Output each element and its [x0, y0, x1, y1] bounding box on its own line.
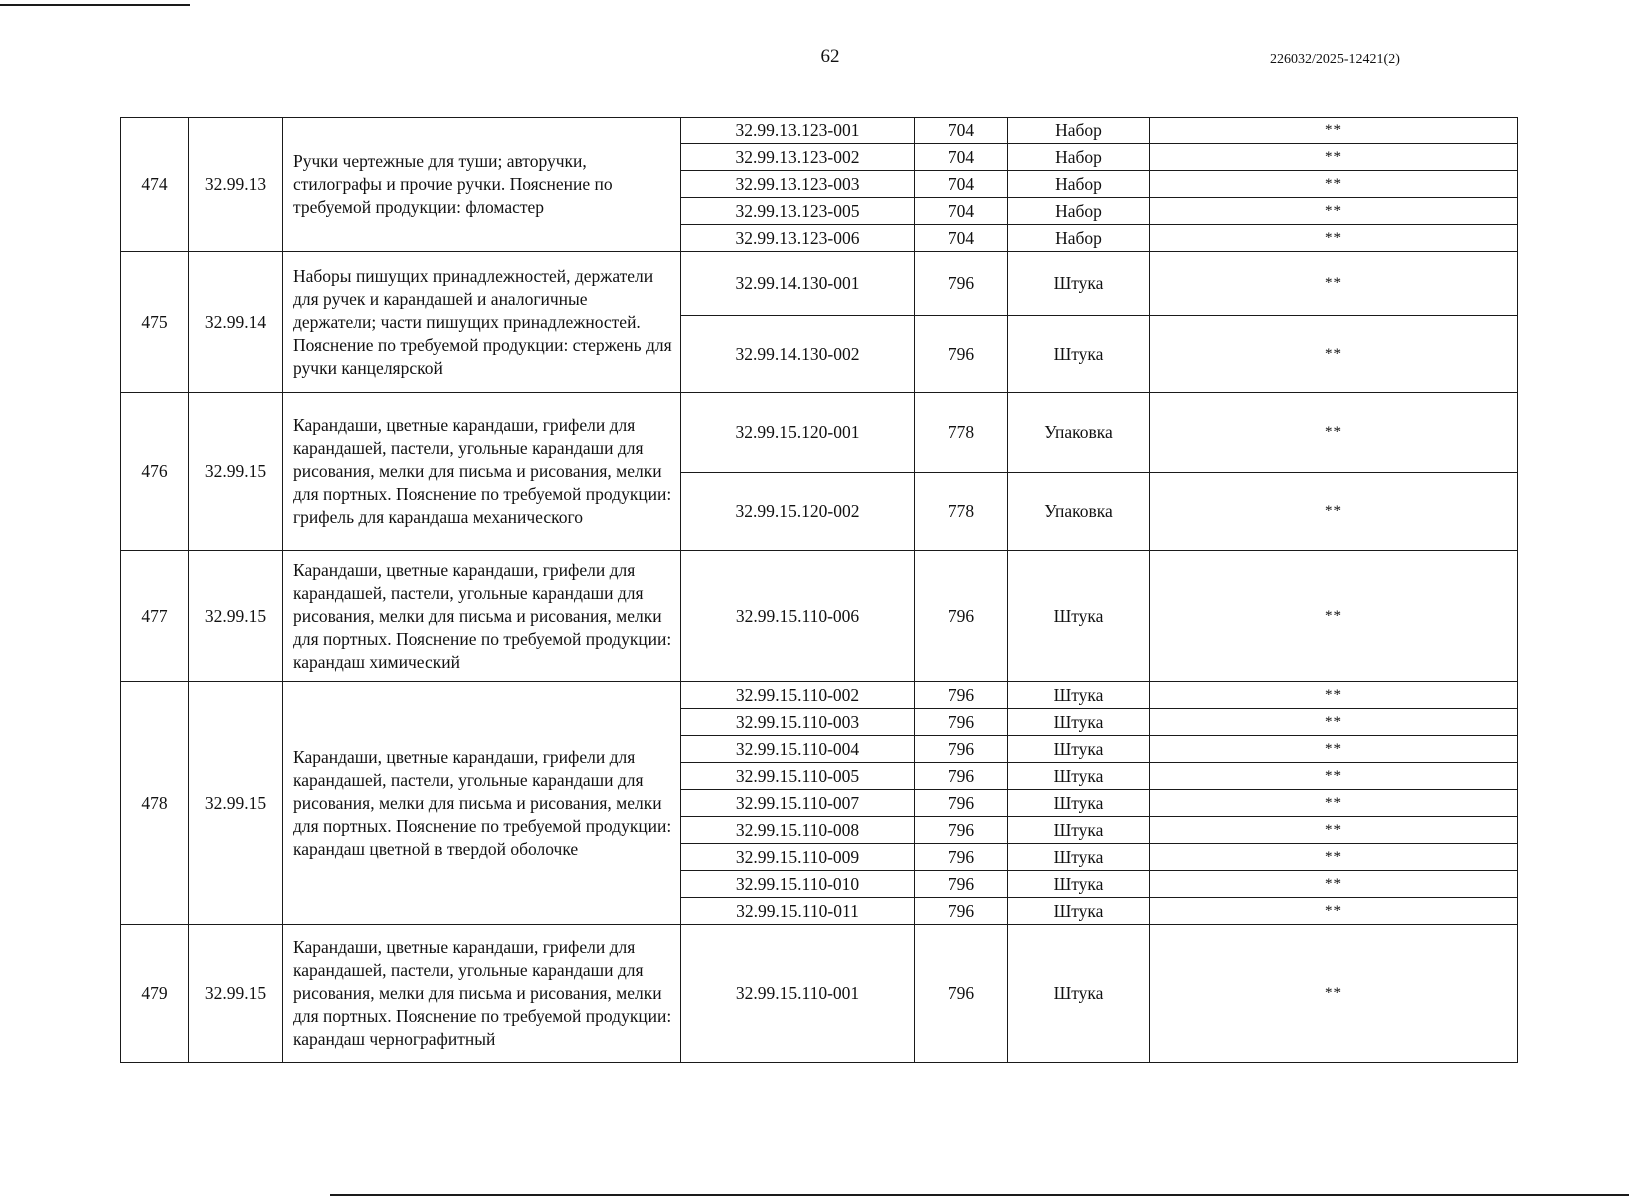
ktru-code-cell: 32.99.15.110-009: [681, 844, 915, 871]
ktru-code-cell: 32.99.13.123-003: [681, 171, 915, 198]
document-id: 226032/2025-12421(2): [1270, 52, 1400, 67]
value-cell: **: [1150, 763, 1518, 790]
unit-cell: Упаковка: [1008, 473, 1150, 551]
unit-cell: Штука: [1008, 925, 1150, 1063]
okpd-code-cell: 32.99.15: [189, 551, 283, 682]
table-row: [121, 925, 1518, 1063]
okei-code-cell: 796: [915, 252, 1008, 316]
okpd-code-cell: 32.99.15: [189, 393, 283, 551]
ktru-code-cell: 32.99.15.110-004: [681, 736, 915, 763]
row-number-cell: 478: [121, 682, 189, 925]
unit-cell: Штука: [1008, 871, 1150, 898]
ktru-code-cell: 32.99.13.123-005: [681, 198, 915, 225]
value-cell: **: [1150, 682, 1518, 709]
okei-code-cell: 704: [915, 171, 1008, 198]
okei-code-cell: 796: [915, 790, 1008, 817]
unit-cell: Штука: [1008, 844, 1150, 871]
scan-edge-line-bottom: [330, 1194, 1629, 1196]
value-cell: **: [1150, 817, 1518, 844]
scan-edge-line-top: [0, 4, 190, 6]
unit-cell: Штука: [1008, 252, 1150, 316]
product-description-cell: Карандаши, цветные карандаши, грифели для карандашей, пастели, угольные карандаши для рисования, мелки для письма и рисования, мелки для портных. Пояснение по требуемой продукции: карандаш химический: [283, 551, 681, 682]
okpd-code-cell: 32.99.14: [189, 252, 283, 393]
page-number: 62: [820, 46, 840, 67]
ktru-code-cell: 32.99.15.110-003: [681, 709, 915, 736]
unit-cell: Набор: [1008, 118, 1150, 144]
okei-code-cell: 796: [915, 898, 1008, 925]
value-cell: **: [1150, 551, 1518, 682]
ktru-code-cell: 32.99.15.110-006: [681, 551, 915, 682]
ktru-code-cell: 32.99.13.123-002: [681, 144, 915, 171]
okei-code-cell: 796: [915, 844, 1008, 871]
okei-code-cell: 778: [915, 393, 1008, 473]
row-number-cell: 474: [121, 118, 189, 252]
unit-cell: Штука: [1008, 817, 1150, 844]
product-description-cell: Карандаши, цветные карандаши, грифели для карандашей, пастели, угольные карандаши для рисования, мелки для письма и рисования, мелки для портных. Пояснение по требуемой продукции: карандаш чернографитный: [283, 925, 681, 1063]
ktru-code-cell: 32.99.15.110-005: [681, 763, 915, 790]
value-cell: **: [1150, 118, 1518, 144]
value-cell: **: [1150, 473, 1518, 551]
okei-code-cell: 796: [915, 551, 1008, 682]
value-cell: **: [1150, 871, 1518, 898]
value-cell: **: [1150, 393, 1518, 473]
okei-code-cell: 704: [915, 144, 1008, 171]
table-row: [121, 393, 1518, 473]
product-description-cell: Ручки чертежные для туши; авторучки, стилографы и прочие ручки. Пояснение по требуемой продукции: фломастер: [283, 118, 681, 252]
value-cell: **: [1150, 844, 1518, 871]
value-cell: **: [1150, 252, 1518, 316]
value-cell: **: [1150, 144, 1518, 171]
row-number-cell: 477: [121, 551, 189, 682]
ktru-code-cell: 32.99.14.130-002: [681, 316, 915, 393]
product-description-cell: Карандаши, цветные карандаши, грифели для карандашей, пастели, угольные карандаши для рисования, мелки для письма и рисования, мелки для портных. Пояснение по требуемой продукции: грифель для карандаша механического: [283, 393, 681, 551]
okpd-code-cell: 32.99.15: [189, 925, 283, 1063]
okei-code-cell: 778: [915, 473, 1008, 551]
value-cell: **: [1150, 925, 1518, 1063]
table-row: [121, 118, 1518, 144]
okpd-code-cell: 32.99.15: [189, 682, 283, 925]
procurement-table: [120, 117, 1518, 1063]
okei-code-cell: 796: [915, 763, 1008, 790]
okei-code-cell: 796: [915, 817, 1008, 844]
value-cell: **: [1150, 225, 1518, 252]
ktru-code-cell: 32.99.15.110-007: [681, 790, 915, 817]
unit-cell: Штука: [1008, 709, 1150, 736]
okei-code-cell: 796: [915, 682, 1008, 709]
ktru-code-cell: 32.99.15.120-001: [681, 393, 915, 473]
value-cell: **: [1150, 790, 1518, 817]
okei-code-cell: 704: [915, 198, 1008, 225]
unit-cell: Штука: [1008, 682, 1150, 709]
okei-code-cell: 704: [915, 225, 1008, 252]
okei-code-cell: 796: [915, 925, 1008, 1063]
unit-cell: Штука: [1008, 790, 1150, 817]
value-cell: **: [1150, 198, 1518, 225]
ktru-code-cell: 32.99.15.120-002: [681, 473, 915, 551]
unit-cell: Набор: [1008, 144, 1150, 171]
unit-cell: Штука: [1008, 763, 1150, 790]
row-number-cell: 479: [121, 925, 189, 1063]
value-cell: **: [1150, 709, 1518, 736]
unit-cell: Штука: [1008, 551, 1150, 682]
ktru-code-cell: 32.99.15.110-001: [681, 925, 915, 1063]
okei-code-cell: 704: [915, 118, 1008, 144]
ktru-code-cell: 32.99.14.130-001: [681, 252, 915, 316]
value-cell: **: [1150, 736, 1518, 763]
okei-code-cell: 796: [915, 736, 1008, 763]
okei-code-cell: 796: [915, 871, 1008, 898]
table-row: [121, 252, 1518, 316]
ktru-code-cell: 32.99.15.110-008: [681, 817, 915, 844]
okei-code-cell: 796: [915, 709, 1008, 736]
okpd-code-cell: 32.99.13: [189, 118, 283, 252]
table-row: [121, 682, 1518, 709]
product-description-cell: Карандаши, цветные карандаши, грифели для карандашей, пастели, угольные карандаши для рисования, мелки для письма и рисования, мелки для портных. Пояснение по требуемой продукции: карандаш цветной в твердой оболочке: [283, 682, 681, 925]
unit-cell: Набор: [1008, 198, 1150, 225]
value-cell: **: [1150, 898, 1518, 925]
ktru-code-cell: 32.99.13.123-006: [681, 225, 915, 252]
unit-cell: Штука: [1008, 316, 1150, 393]
value-cell: **: [1150, 171, 1518, 198]
table-row: [121, 551, 1518, 682]
row-number-cell: 475: [121, 252, 189, 393]
unit-cell: Набор: [1008, 171, 1150, 198]
row-number-cell: 476: [121, 393, 189, 551]
okei-code-cell: 796: [915, 316, 1008, 393]
ktru-code-cell: 32.99.15.110-010: [681, 871, 915, 898]
unit-cell: Штука: [1008, 736, 1150, 763]
value-cell: **: [1150, 316, 1518, 393]
ktru-code-cell: 32.99.15.110-011: [681, 898, 915, 925]
ktru-code-cell: 32.99.13.123-001: [681, 118, 915, 144]
unit-cell: Набор: [1008, 225, 1150, 252]
unit-cell: Упаковка: [1008, 393, 1150, 473]
table-body: [121, 118, 1518, 1063]
product-description-cell: Наборы пишущих принадлежностей, держатели для ручек и карандашей и аналогичные держатели; части пишущих принадлежностей. Пояснение по требуемой продукции: стержень для ручки канцелярской: [283, 252, 681, 393]
ktru-code-cell: 32.99.15.110-002: [681, 682, 915, 709]
unit-cell: Штука: [1008, 898, 1150, 925]
